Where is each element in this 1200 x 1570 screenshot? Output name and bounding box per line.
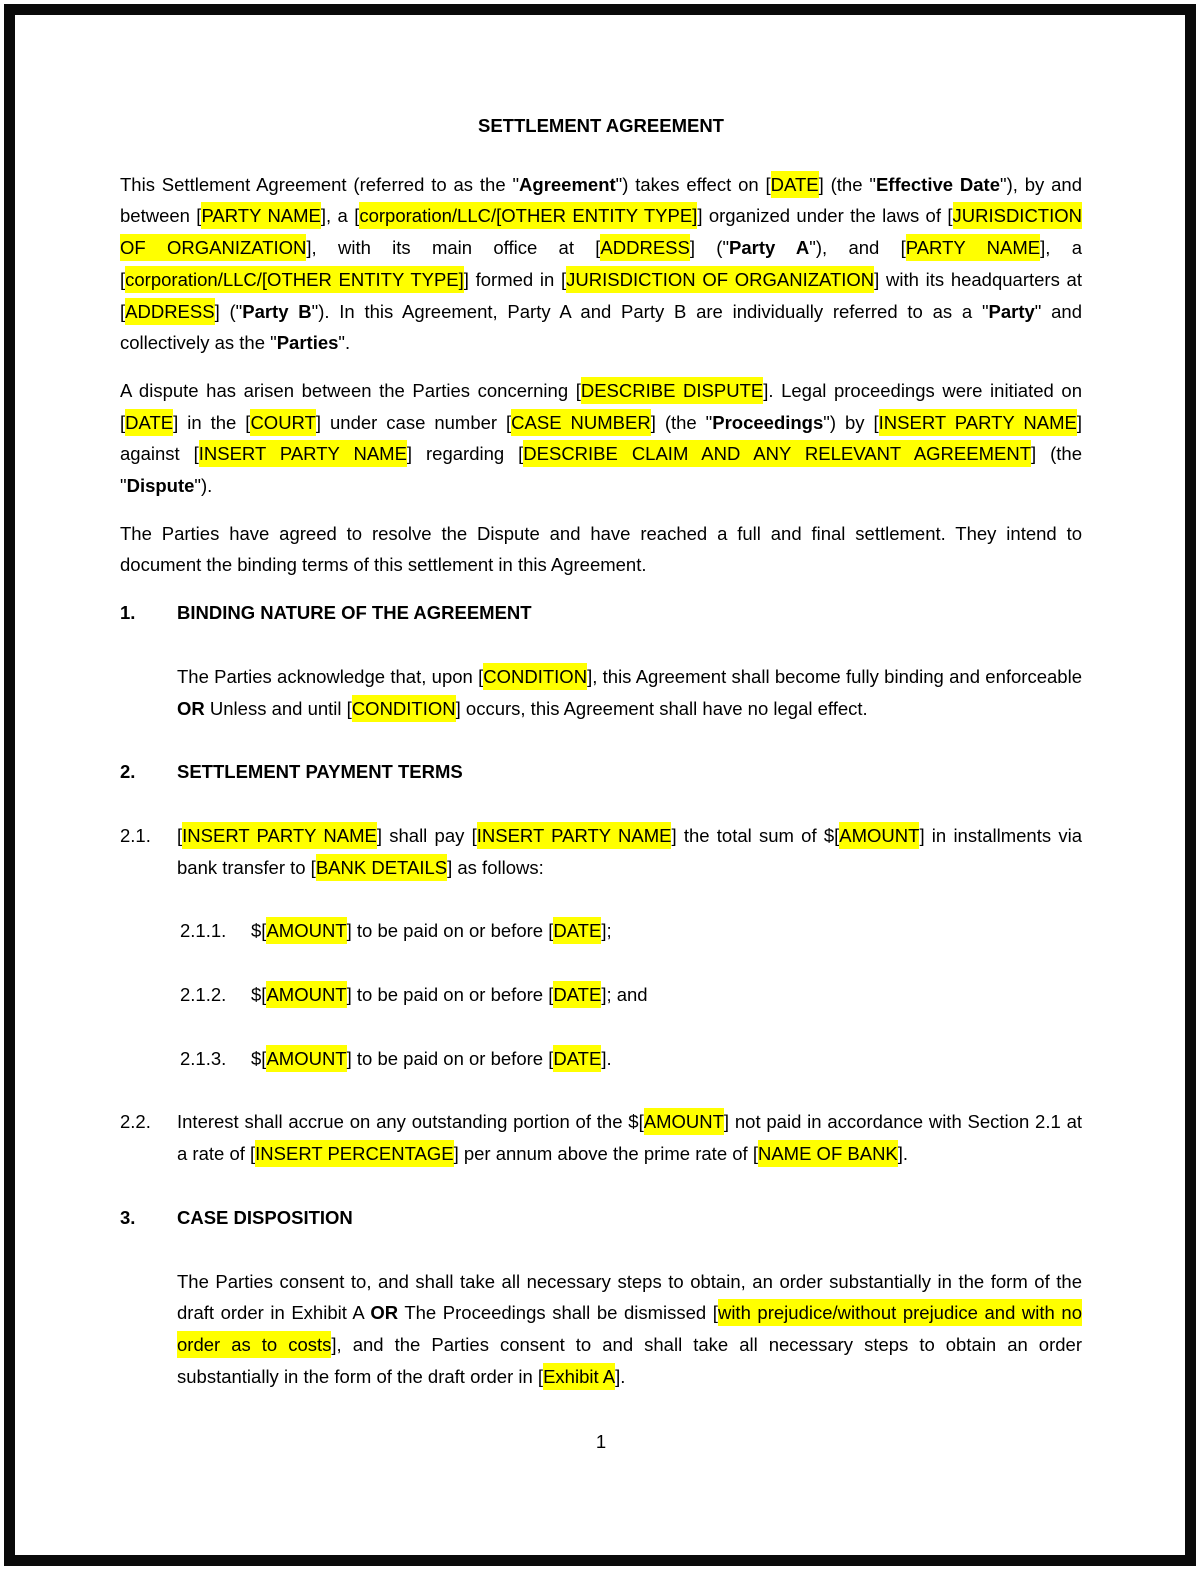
bold-text: Agreement [519, 173, 616, 195]
text-segment: "), and [ [809, 237, 906, 259]
bold-text: OR [370, 1302, 399, 1324]
section-heading-3 [120, 1202, 1082, 1234]
text-segment: ] (the " [650, 411, 713, 433]
text-segment: ]. [601, 1047, 612, 1069]
clause-2-1-1 [180, 915, 1082, 947]
text-segment: ] in the [ [173, 411, 251, 433]
highlighted-placeholder: ADDRESS [125, 298, 214, 325]
clause-2-1-2 [180, 979, 1082, 1011]
item-number: 2.1.2. [180, 984, 227, 1006]
block-text [177, 820, 1082, 883]
highlighted-placeholder: AMOUNT [266, 981, 346, 1008]
highlighted-placeholder: DESCRIBE CLAIM AND ANY RELEVANT AGREEMENT [523, 440, 1031, 467]
text-segment: The Parties consent to, and shall take all necessary steps to obtain, an order substantially in the form of the draft order in Exhibit A [177, 1270, 1082, 1324]
block-text [177, 1106, 1082, 1169]
item-number: 2.1.1. [180, 920, 227, 942]
text-segment: BINDING NATURE OF THE AGREEMENT [177, 602, 532, 624]
text-segment: ". [338, 332, 351, 354]
block-text [177, 1202, 1082, 1234]
highlighted-placeholder: JURISDICTION OF ORGANIZATION [120, 202, 1082, 261]
text-segment: ") takes effect on [ [615, 173, 771, 195]
block-text [251, 979, 1082, 1011]
item-number: 2. [120, 761, 136, 783]
text-segment: ]. Legal proceedings were initiated on [ [120, 379, 1082, 433]
highlighted-placeholder: INSERT PARTY NAME [199, 440, 407, 467]
block-text [251, 915, 1082, 947]
text-segment: ] (the " [120, 443, 1082, 497]
text-segment: ]. [615, 1365, 626, 1387]
highlighted-placeholder: DATE [125, 409, 173, 436]
text-segment: ]; [601, 920, 612, 942]
highlighted-placeholder: NAME OF BANK [758, 1140, 898, 1167]
highlighted-placeholder: JURISDICTION OF ORGANIZATION [566, 266, 874, 293]
section-heading-1 [120, 597, 1082, 629]
highlighted-placeholder: DATE [553, 981, 601, 1008]
text-segment: [ [177, 824, 183, 846]
text-segment: ] the total sum of $[ [671, 824, 840, 846]
highlighted-placeholder: DESCRIBE DISPUTE [581, 377, 763, 404]
text-segment: CASE DISPOSITION [177, 1206, 353, 1228]
text-segment: ] under case number [ [315, 411, 512, 433]
highlighted-placeholder: corporation/LLC/[OTHER ENTITY TYPE] [125, 266, 464, 293]
block-text [177, 756, 1082, 788]
block-text [478, 115, 724, 136]
text-segment: ] to be paid on or before [ [346, 984, 554, 1006]
document-body [120, 110, 1082, 1458]
text-segment: ] against [ [120, 411, 1082, 465]
item-number: 2.1. [120, 824, 151, 846]
bold-text: Party B [242, 300, 312, 322]
block-text [177, 597, 1082, 629]
intro-paragraph [120, 169, 1082, 359]
highlighted-placeholder: PARTY NAME [906, 234, 1040, 261]
highlighted-placeholder: INSERT PERCENTAGE [255, 1140, 453, 1167]
text-segment: $[ [251, 920, 267, 942]
section-3-body [177, 1266, 1082, 1393]
highlighted-placeholder: DATE [771, 171, 819, 198]
text-segment: ] (" [689, 237, 730, 259]
text-segment: The Parties have agreed to resolve the Dispute and have reached a full and final settlement. They intend to document the binding terms of this settlement in this Agreement. [120, 522, 1082, 576]
highlighted-placeholder: COURT [250, 409, 315, 436]
block-text [251, 1043, 1082, 1075]
text-segment: Interest shall accrue on any outstanding portion of the $[ [177, 1111, 644, 1133]
highlighted-placeholder: AMOUNT [266, 917, 346, 944]
text-segment: The Proceedings shall be dismissed [ [398, 1302, 718, 1324]
highlighted-placeholder: CONDITION [483, 663, 587, 690]
highlighted-placeholder: ADDRESS [600, 234, 689, 261]
highlighted-placeholder: INSERT PARTY NAME [182, 822, 377, 849]
highlighted-placeholder: with prejudice/without prejudice and with no order as to costs [177, 1299, 1082, 1358]
highlighted-placeholder: AMOUNT [644, 1108, 724, 1135]
highlighted-placeholder: BANK DETAILS [316, 854, 447, 881]
text-segment: The Parties acknowledge that, upon [ [177, 665, 484, 687]
text-segment: ] organized under the laws of [ [697, 205, 953, 227]
highlighted-placeholder: DATE [553, 917, 601, 944]
text-segment: ] to be paid on or before [ [346, 1047, 554, 1069]
text-segment: ] regarding [ [406, 443, 524, 465]
bold-text: Dispute [126, 475, 195, 497]
highlighted-placeholder: Exhibit A [543, 1363, 615, 1390]
text-segment: ] with its headquarters at [ [120, 268, 1082, 322]
document-title [120, 110, 1082, 142]
text-segment: ]; and [601, 984, 648, 1006]
bold-text: Effective Date [875, 173, 1001, 195]
text-segment: SETTLEMENT PAYMENT TERMS [177, 761, 463, 783]
text-segment: ] occurs, this Agreement shall have no legal effect. [455, 697, 868, 719]
item-number: 2.1.3. [180, 1047, 227, 1069]
text-segment: "), by and between [ [120, 173, 1082, 227]
item-number: 1. [120, 602, 136, 624]
bold-text: Parties [276, 332, 339, 354]
text-segment: ] to be paid on or before [ [346, 920, 554, 942]
text-segment: ], a [ [120, 237, 1083, 290]
highlighted-placeholder: INSERT PARTY NAME [477, 822, 672, 849]
text-segment: ] per annum above the prime rate of [ [453, 1143, 758, 1165]
bold-text: Proceedings [712, 411, 824, 433]
bold-text: Party A [729, 237, 810, 259]
text-segment: Unless and until [ [204, 697, 352, 719]
bold-text: OR [177, 697, 205, 719]
item-number: 2.2. [120, 1111, 151, 1133]
block-text [120, 377, 1082, 496]
text-segment: This Settlement Agreement (referred to as the " [120, 173, 520, 195]
highlighted-placeholder: DATE [553, 1045, 601, 1072]
highlighted-placeholder: CASE NUMBER [511, 409, 651, 436]
text-segment: ") by [ [823, 411, 879, 433]
text-segment: ] formed in [ [463, 268, 567, 290]
block-text [596, 1431, 606, 1452]
highlighted-placeholder: AMOUNT [266, 1045, 346, 1072]
text-segment: 1 [595, 1431, 607, 1453]
item-number: 3. [120, 1206, 136, 1228]
highlighted-placeholder: INSERT PARTY NAME [879, 409, 1077, 436]
text-segment: ], and the Parties consent to and shall take all necessary steps to obtain an order substantially in the form of the draft order in [ [177, 1333, 1082, 1387]
block-text [120, 523, 1082, 576]
text-segment: ] (the " [818, 173, 876, 195]
clause-2-2 [120, 1106, 1082, 1169]
text-segment: $[ [251, 984, 267, 1006]
clause-2-1 [120, 820, 1082, 883]
text-segment: "). In this Agreement, Party A and Party B are individually referred to as a " [311, 300, 989, 322]
highlighted-placeholder: CONDITION [352, 695, 456, 722]
text-segment: ] shall pay [ [376, 824, 477, 846]
highlighted-placeholder: PARTY NAME [201, 202, 320, 229]
block-text [177, 663, 1082, 722]
section-1-body [177, 661, 1082, 724]
page-number [120, 1426, 1082, 1458]
text-segment: " and collectively as the " [120, 300, 1082, 354]
text-segment: ] not paid in accordance with Section 2.1 at a rate of [ [177, 1111, 1082, 1165]
text-segment: ] in installments via bank transfer to [ [177, 824, 1082, 878]
text-segment: ]. [897, 1143, 909, 1165]
highlighted-placeholder: corporation/LLC/[OTHER ENTITY TYPE] [359, 202, 697, 229]
text-segment: ], with its main office at [ [306, 237, 601, 259]
text-segment: ], a [ [320, 205, 360, 227]
block-text [177, 1271, 1082, 1390]
resolution-paragraph [120, 518, 1082, 581]
section-heading-2 [120, 756, 1082, 788]
text-segment: ] (" [214, 300, 243, 322]
bold-text: Party [988, 300, 1035, 322]
text-segment: "). [194, 475, 213, 497]
clause-2-1-3 [180, 1043, 1082, 1075]
text-segment: SETTLEMENT AGREEMENT [478, 115, 724, 136]
block-text [120, 171, 1082, 354]
text-segment: A dispute has arisen between the Parties concerning [ [120, 379, 581, 401]
dispute-paragraph [120, 375, 1082, 502]
text-segment: ] as follows: [447, 856, 544, 878]
text-segment: $[ [251, 1047, 267, 1069]
highlighted-placeholder: AMOUNT [839, 822, 919, 849]
text-segment: ], this Agreement shall become fully binding and enforceable [587, 665, 1082, 687]
